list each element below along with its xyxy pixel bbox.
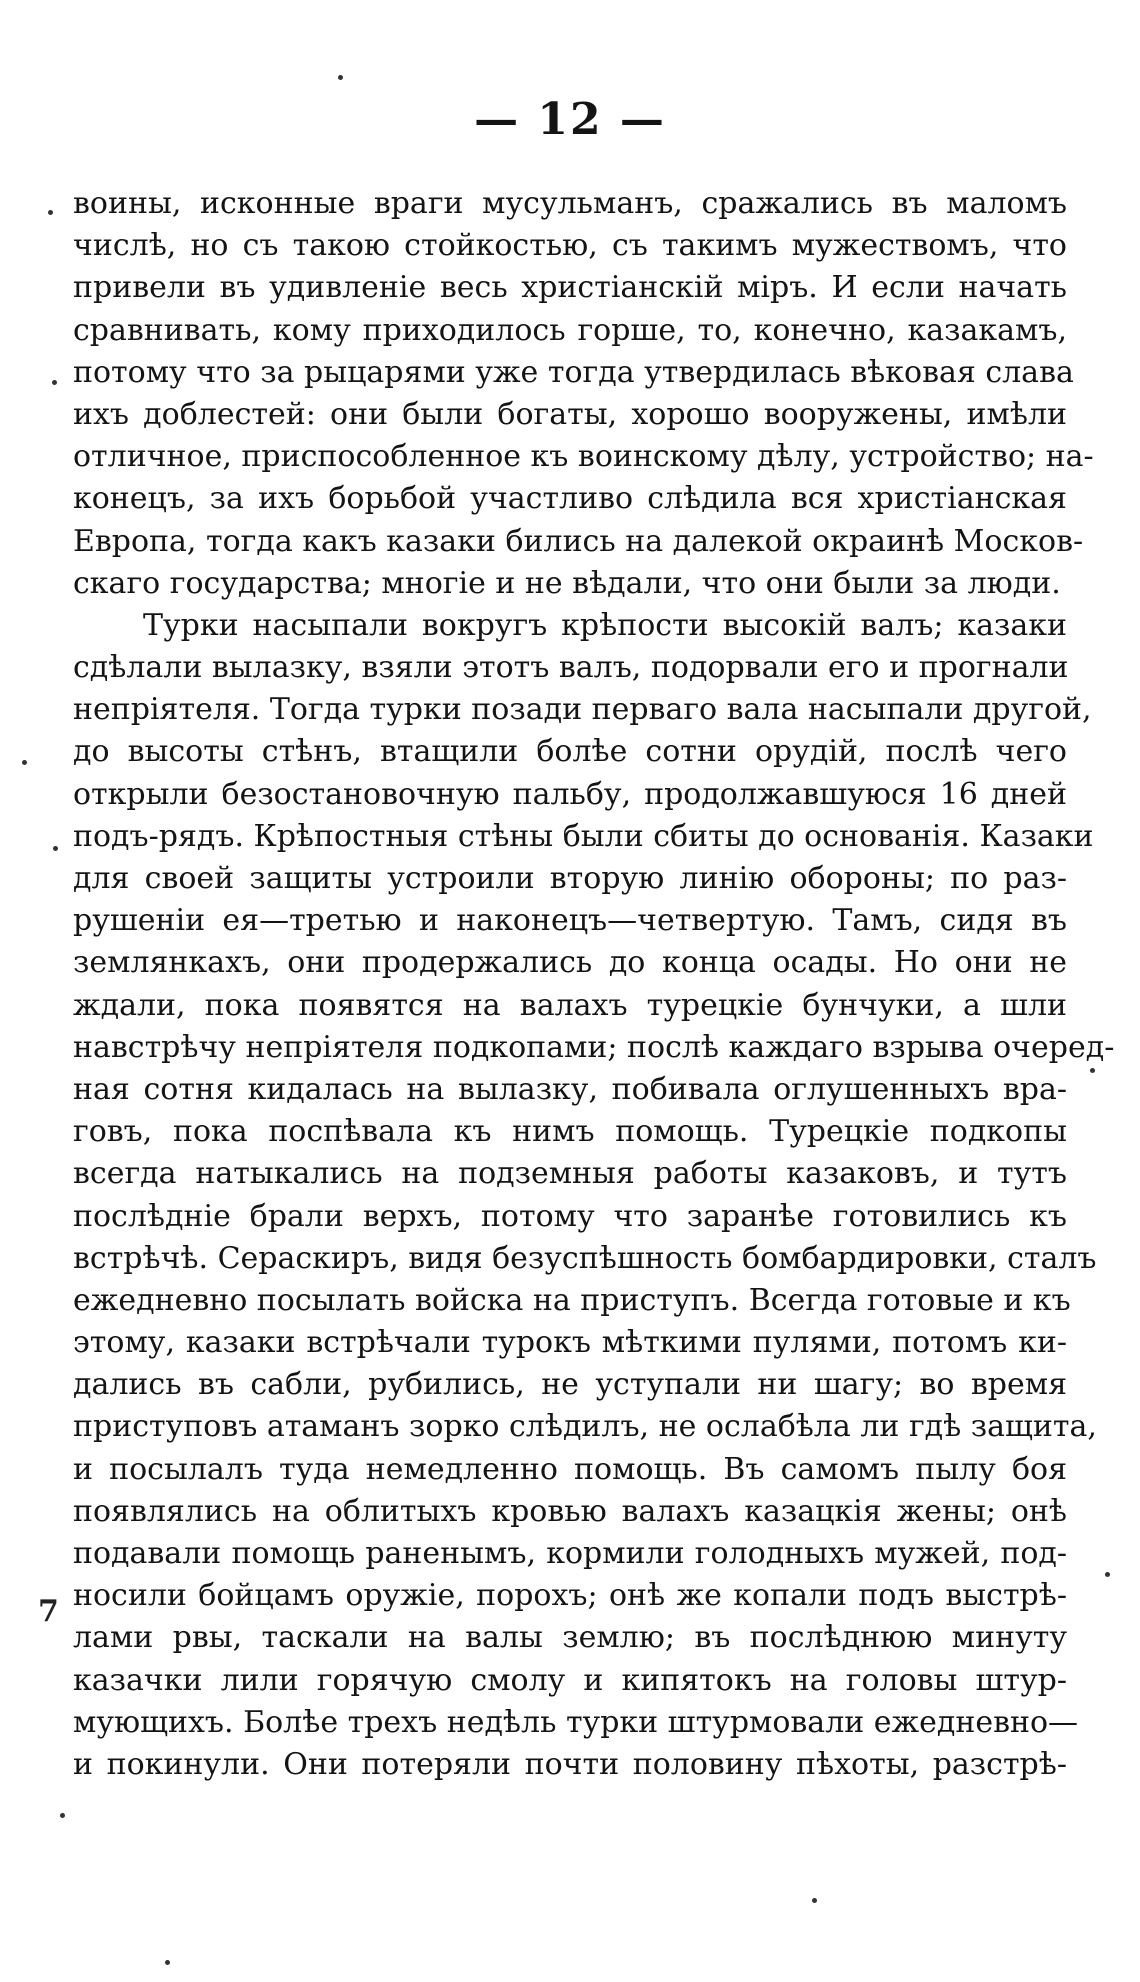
text-line: сравнивать, кому приходилось горше, то, конечно, казакамъ,	[73, 312, 1067, 348]
speck	[1105, 1572, 1110, 1577]
speck	[1090, 1068, 1095, 1073]
speck	[52, 380, 57, 385]
text-line: появлялись на облитыхъ кровью валахъ казацкія жены; онѣ	[73, 1493, 1067, 1529]
speck	[812, 1898, 817, 1903]
speck	[53, 846, 58, 851]
text-line: для своей защиты устроили вторую линію обороны; по раз-	[73, 861, 1067, 896]
text-line: и посылалъ туда немедленно помощь. Въ самомъ пылу боя	[73, 1451, 1067, 1487]
speck	[22, 760, 27, 765]
text-line: землянкахъ, они продержались до конца осады. Но они не	[73, 945, 1067, 981]
text-line: ихъ доблестей: они были богаты, хорошо вооружены, имѣли	[73, 396, 1067, 432]
text-line: подавали помощь раненымъ, кормили голодныхъ мужей, под-	[73, 1536, 1067, 1571]
text-line: до высоты стѣнъ, втащили болѣе сотни орудій, послѣ чего	[73, 734, 1067, 770]
text-line: этому, казаки встрѣчали турокъ мѣткими пулями, потомъ ки-	[73, 1325, 1067, 1361]
text-line: встрѣчѣ. Сераскиръ, видя безуспѣшность бомбардировки, сталъ	[73, 1240, 1097, 1276]
text-line: скаго государства; многіе и не вѣдали, что они были за люди.	[73, 565, 1061, 601]
text-line: приступовъ атаманъ зорко слѣдилъ, не ослабѣла ли гдѣ защита,	[73, 1409, 1097, 1445]
text-line: потому что за рыцарями уже тогда утвердилась вѣковая слава	[73, 354, 1074, 390]
speck	[48, 210, 53, 215]
text-line: ждали, пока появятся на валахъ турецкіе бунчуки, а шли	[73, 987, 1067, 1023]
page-number: — 12 —	[474, 94, 666, 145]
text-line: рушеніи ея—третью и наконецъ—четвертую. Тамъ, сидя въ	[73, 903, 1067, 939]
text-line: Европа, тогда какъ казаки бились на далекой окраинѣ Москов-	[73, 523, 1084, 559]
text-line: и покинули. Они потеряли почти половину пѣхоты, разстрѣ-	[73, 1746, 1067, 1782]
speck	[60, 1813, 65, 1818]
text-line: казачки лили горячую смолу и кипятокъ на головы штур-	[73, 1662, 1067, 1698]
text-line: носили бойцамъ оружіе, порохъ; онѣ же копали подъ выстрѣ-	[73, 1578, 1067, 1614]
text-line: мующихъ. Болѣе трехъ недѣль турки штурмовали ежедневно—	[73, 1704, 1079, 1740]
margin-mark: 7	[38, 1594, 59, 1629]
speck	[338, 75, 343, 80]
text-line: конецъ, за ихъ борьбой участливо слѣдила вся христіанская	[73, 481, 1067, 517]
text-line: отличное, приспособленное къ воинскому дѣлу, устройство; на-	[73, 439, 1094, 475]
text-line: открыли безостановочную пальбу, продолжавшуюся 16 дней	[73, 776, 1067, 812]
text-line: послѣдніе брали верхъ, потому что заранѣе готовились къ	[73, 1198, 1067, 1234]
text-line: числѣ, но съ такою стойкостью, съ такимъ мужествомъ, что	[73, 228, 1067, 264]
text-line: Турки насыпали вокругъ крѣпости высокій валъ; казаки	[143, 607, 1067, 643]
speck	[165, 1960, 170, 1965]
text-line: всегда натыкались на подземныя работы казаковъ, и тутъ	[73, 1156, 1067, 1192]
text-line: ежедневно посылать войска на приступъ. Всегда готовые и къ	[73, 1282, 1071, 1318]
text-line: ная сотня кидалась на вылазку, побивала оглушенныхъ вра-	[73, 1071, 1067, 1107]
text-line: привели въ удивленіе весь христіанскій міръ. И если начать	[73, 270, 1067, 306]
text-line: лами рвы, таскали на валы землю; въ послѣднюю минуту	[73, 1620, 1067, 1656]
text-line: говъ, пока поспѣвала къ нимъ помощь. Турецкіе подкопы	[73, 1114, 1067, 1150]
text-line: дались въ сабли, рубились, не уступали ни шагу; во время	[73, 1367, 1067, 1403]
text-line: воины, исконные враги мусульманъ, сражались въ маломъ	[73, 186, 1067, 221]
text-line: непріятеля. Тогда турки позади перваго вала насыпали другой,	[73, 692, 1092, 728]
text-line: навстрѣчу непріятеля подкопами; послѣ каждаго взрыва очеред-	[73, 1029, 1115, 1065]
text-line: сдѣлали вылазку, взяли этотъ валъ, подорвали его и прогнали	[73, 650, 1069, 686]
text-line: подъ-рядъ. Крѣпостныя стѣны были сбиты до основанія. Казаки	[73, 818, 1094, 854]
text-body	[73, 183, 1115, 1786]
